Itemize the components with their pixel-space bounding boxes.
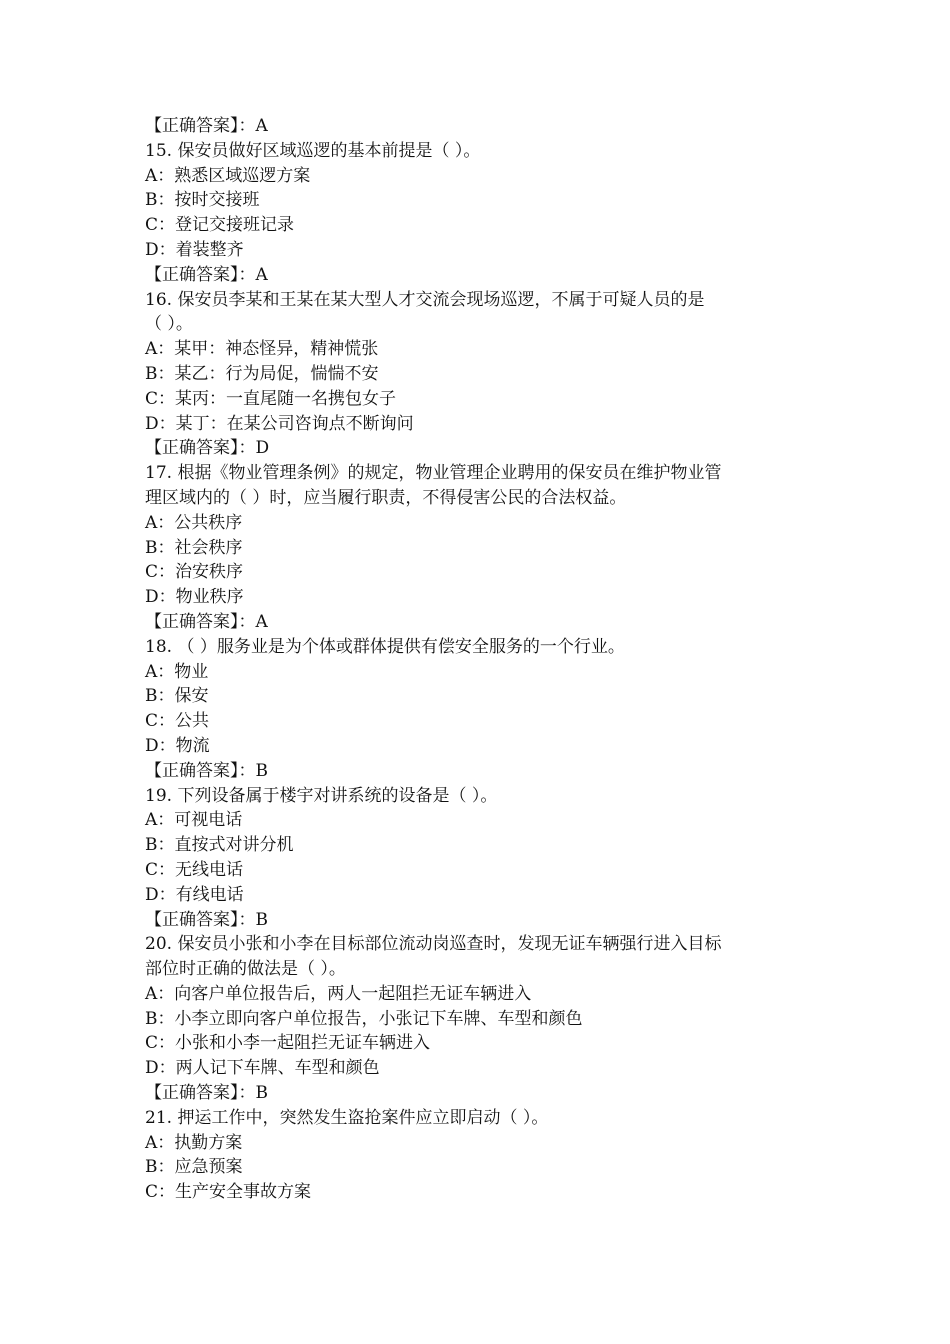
answer-line: 【正确答案】：B — [145, 760, 268, 781]
option-c: C：小张和小李一起阻拦无证车辆进入 — [145, 1033, 431, 1054]
option-d: D：物流 — [145, 735, 210, 756]
option-c: C：无线电话 — [145, 859, 244, 880]
question-21: 21. 押运工作中，突然发生盗抢案件应立即启动（ ）。 — [145, 1107, 549, 1128]
option-c: C：治安秩序 — [145, 562, 244, 583]
option-b: B：保安 — [145, 686, 209, 707]
question-20-cont: 部位时正确的做法是（ ）。 — [145, 959, 346, 980]
option-a: A：执勤方案 — [145, 1132, 243, 1153]
option-a: A：可视电话 — [145, 810, 243, 831]
option-c: C：公共 — [145, 711, 210, 732]
option-b: B：某乙：行为局促，惴惴不安 — [145, 363, 379, 384]
answer-line: 【正确答案】：A — [145, 116, 268, 136]
option-d: D：着装整齐 — [145, 239, 244, 260]
option-d: D：有线电话 — [145, 884, 244, 905]
answer-line: 【正确答案】：D — [145, 438, 270, 459]
option-d: D：物业秩序 — [145, 587, 244, 608]
option-a: A：物业 — [145, 661, 209, 682]
option-c: C：登记交接班记录 — [145, 215, 295, 236]
question-18: 18. （ ）服务业是为个体或群体提供有偿安全服务的一个行业。 — [145, 636, 625, 657]
question-16-cont: （ ）。 — [145, 314, 193, 335]
option-a: A：熟悉区域巡逻方案 — [145, 165, 311, 186]
option-d: D：某丁：在某公司咨询点不断询问 — [145, 413, 414, 434]
option-b: B：应急预案 — [145, 1157, 243, 1178]
option-b: B：直按式对讲分机 — [145, 835, 294, 856]
question-17: 17. 根据《物业管理条例》的规定，物业管理企业聘用的保安员在维护物业管 — [145, 463, 722, 484]
question-19: 19. 下列设备属于楼宇对讲系统的设备是（ ）。 — [145, 785, 498, 806]
option-a: A：向客户单位报告后，两人一起阻拦无证车辆进入 — [145, 983, 532, 1004]
document-page — [145, 114, 815, 1205]
option-b: B：社会秩序 — [145, 537, 243, 558]
option-b: B：按时交接班 — [145, 190, 260, 211]
question-15: 15. 保安员做好区域巡逻的基本前提是（ ）。 — [145, 140, 481, 161]
option-c: C：某丙：一直尾随一名携包女子 — [145, 388, 397, 409]
answer-line: 【正确答案】：A — [145, 611, 268, 632]
option-d: D：两人记下车牌、车型和颜色 — [145, 1058, 380, 1079]
option-a: A：公共秩序 — [145, 512, 243, 533]
answer-line: 【正确答案】：A — [145, 264, 268, 285]
option-c: C：生产安全事故方案 — [145, 1182, 312, 1203]
question-17-cont: 理区域内的（ ）时，应当履行职责，不得侵害公民的合法权益。 — [145, 487, 627, 508]
question-20: 20. 保安员小张和小李在目标部位流动岗巡查时，发现无证车辆强行进入目标 — [145, 934, 722, 955]
option-a: A：某甲：神态怪异，精神慌张 — [145, 339, 379, 360]
answer-line: 【正确答案】：B — [145, 909, 268, 930]
option-b: B：小李立即向客户单位报告，小张记下车牌、车型和颜色 — [145, 1008, 583, 1029]
question-16: 16. 保安员李某和王某在某大型人才交流会现场巡逻，不属于可疑人员的是 — [145, 289, 705, 310]
answer-line: 【正确答案】：B — [145, 1083, 268, 1104]
